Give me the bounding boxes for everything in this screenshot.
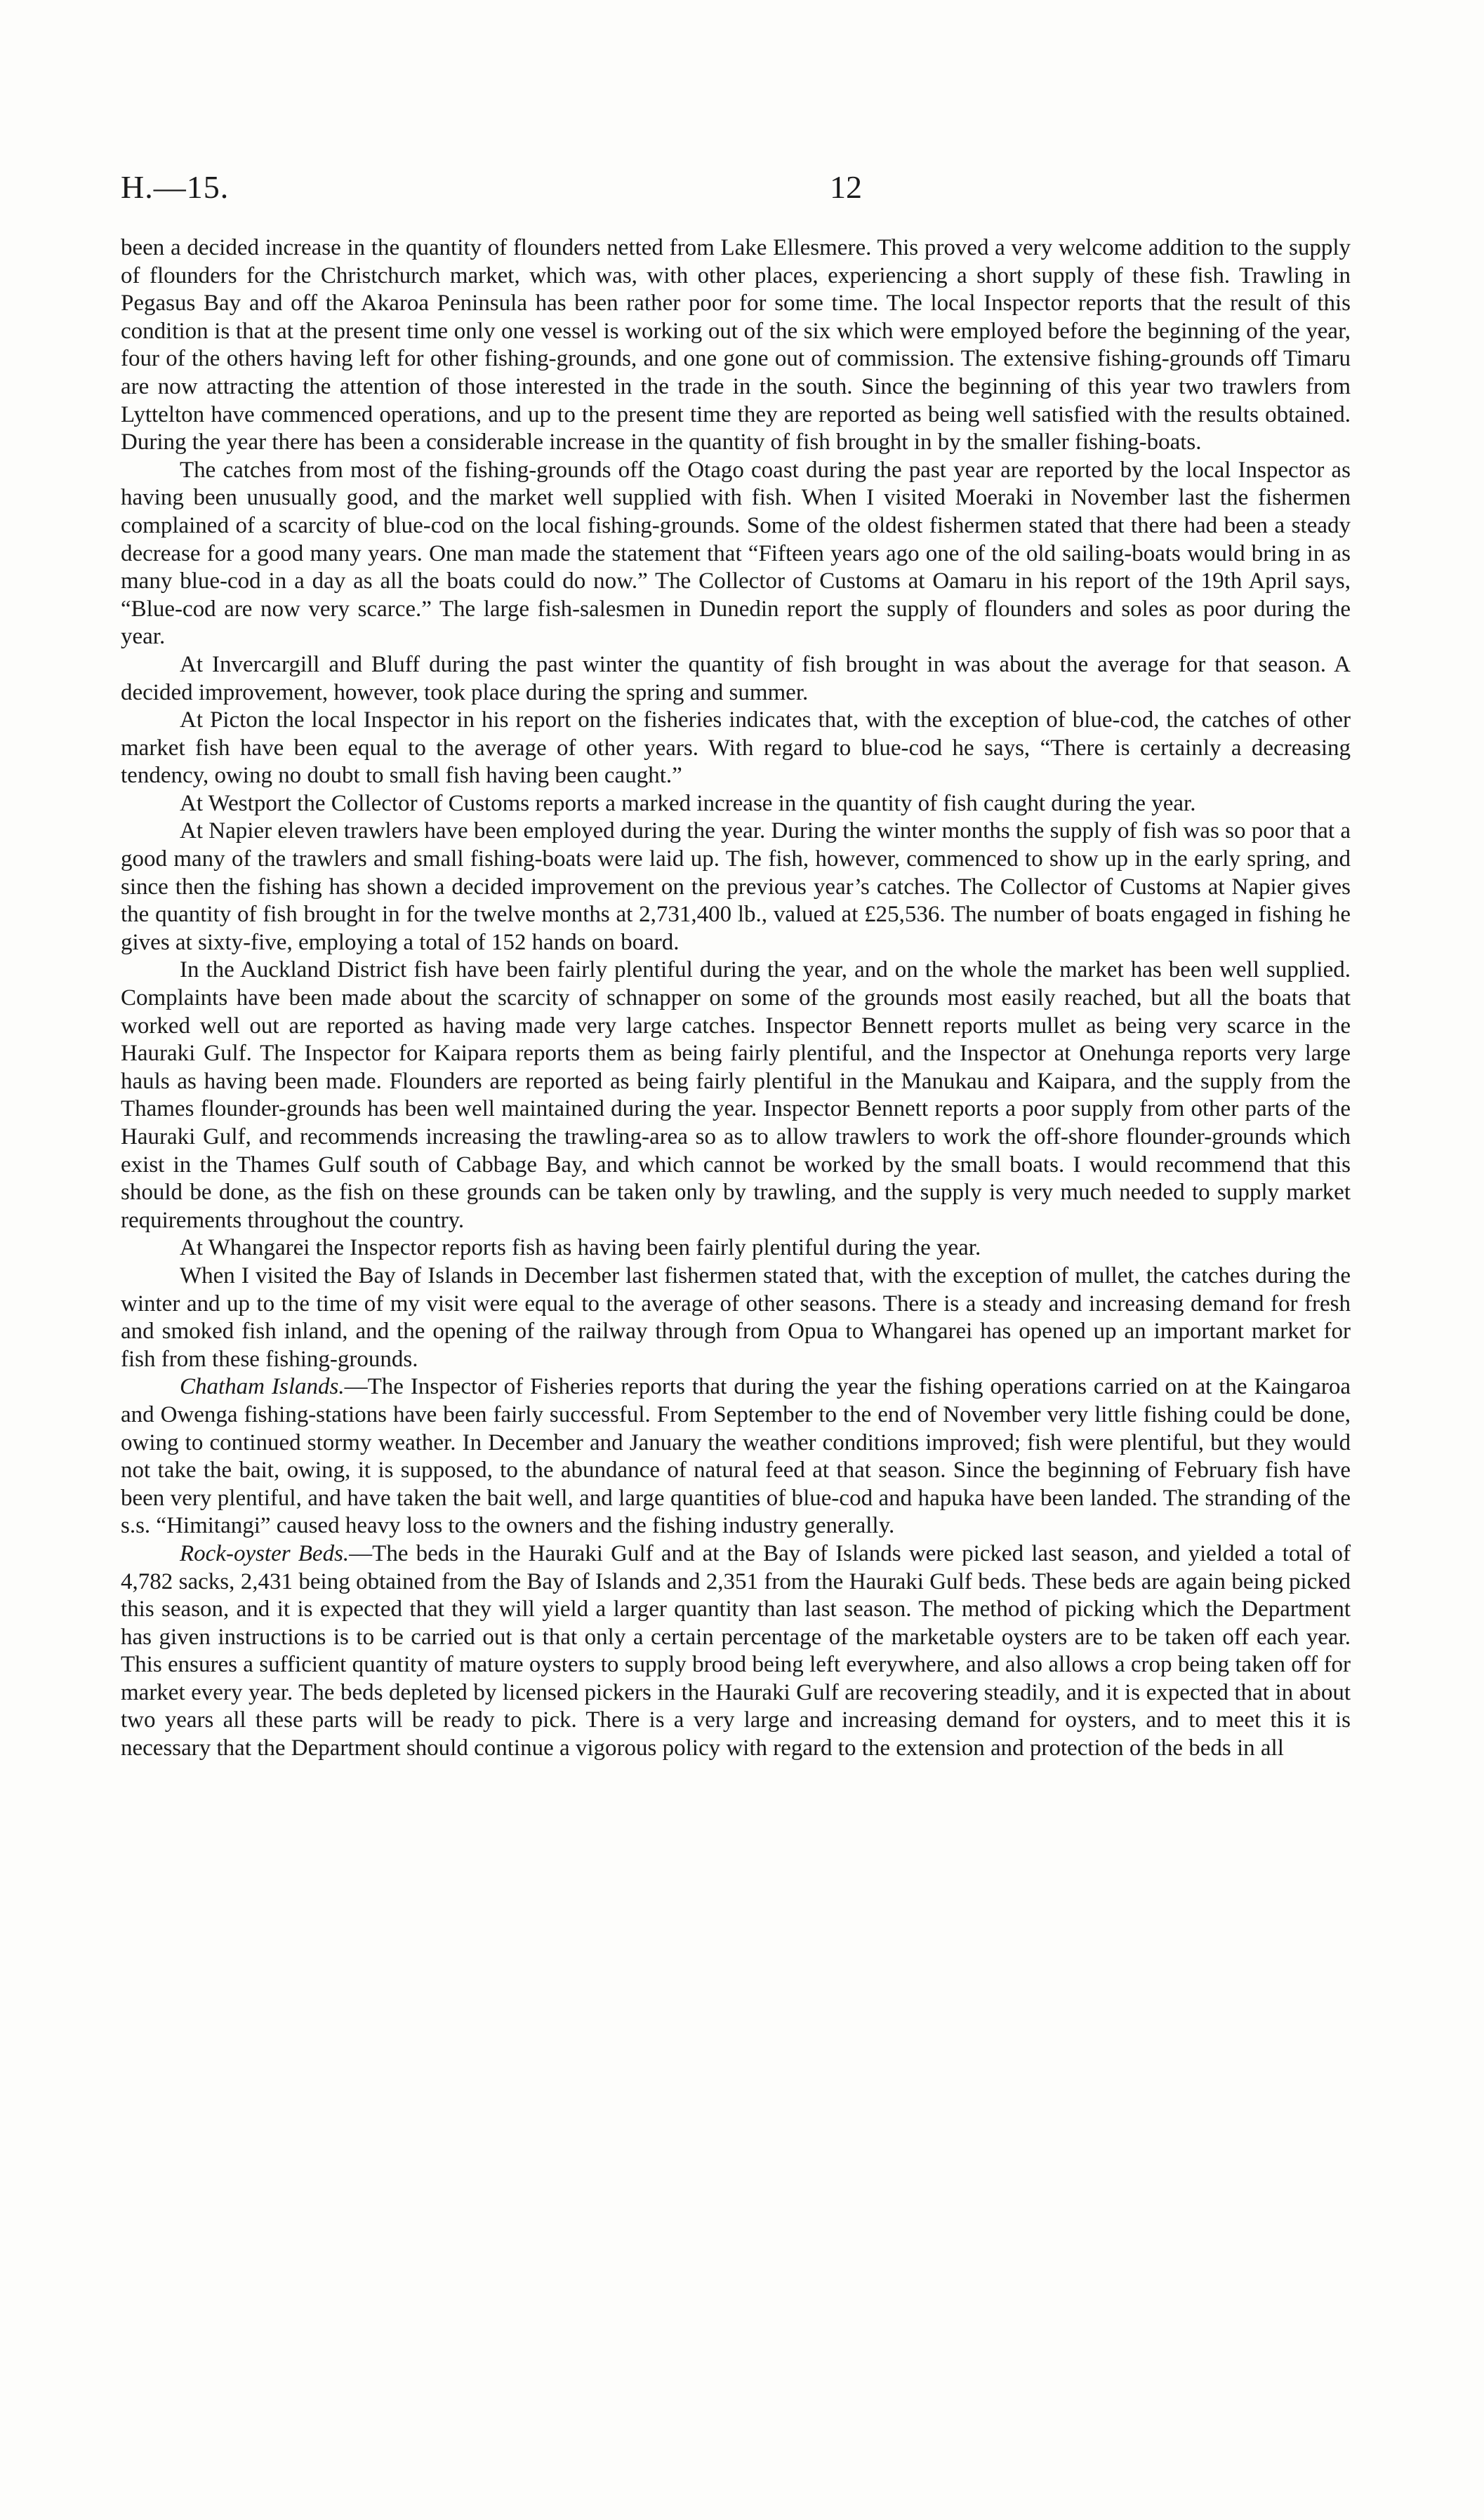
paragraph-text: At Whangarei the Inspector reports fish as having been fairly plentiful during the year. xyxy=(180,1235,981,1261)
paragraph-5 xyxy=(121,790,1351,818)
page-number: 12 xyxy=(830,169,862,205)
paragraph-text: The catches from most of the fishing-grounds off the Otago coast during the past year are reported by the local Inspector as having been unusually good, and the market well supplied with fish. When I visited Moeraki in November last the fishermen complained of a scarcity of blue-cod on the local fishing-grounds. Some of the oldest fishermen stated that there had been a steady decrease for a good many years. One man made the statement that “Fifteen years ago one of the old sailing-boats would bring in as many blue-cod in a day as all the boats could do now.” The Collector of Customs at Oamaru in his report of the 19th April says, “Blue-cod are now very scarce.” The large fish-salesmen in Dunedin report the supply of flounders and soles as poor during the year. xyxy=(121,457,1351,650)
paragraph-text: When I visited the Bay of Islands in December last fishermen stated that, with the exception of mullet, the catches during the winter and up to the time of my visit were equal to the average of other seasons. There is a steady and increasing demand for fresh and smoked fish inland, and the opening of the railway through from Opua to Whangarei has opened up an important market for fish from these fishing-grounds. xyxy=(121,1262,1351,1372)
paragraph-3 xyxy=(121,651,1351,707)
paragraph-7 xyxy=(121,956,1351,1234)
report-reference: H.—15. xyxy=(121,169,230,205)
paragraph-text: At Napier eleven trawlers have been employed during the year. During the winter months the supply of fish was so poor that a good many of the trawlers and small fishing-boats were laid up. The fish, however, commenced to show up in the early spring, and since then the fishing has shown a decided improvement on the previous year’s catches. The Collector of Customs at Napier gives the quantity of fish brought in for the twelve months at 2,731,400 lb., valued at £25,536. The number of boats engaged in fishing he gives at sixty-five, employing a total of 152 hands on board. xyxy=(121,818,1351,955)
paragraph-text: —The Inspector of Fisheries reports that during the year the fishing operations carried on at the Kaingaroa and Owenga fishing-stations have been fairly successful. From September to the end of November very little fishing could be done, owing to continued stormy weather. In December and January the weather conditions improved; fish were plentiful, but they would not take the bait, owing, it is supposed, to the abundance of natural feed at that season. Since the beginning of February fish have been very plentiful, and have taken the bait well, and large quantities of blue-cod and hapuka have been landed. The stranding of the s.s. “Himitangi” caused heavy loss to the owners and the fishing industry generally. xyxy=(121,1374,1351,1539)
paragraph-text: At Westport the Collector of Customs reports a marked increase in the quantity of fish caught during the year. xyxy=(180,790,1196,816)
paragraph-4 xyxy=(121,707,1351,790)
section-heading: Rock-oyster Beds. xyxy=(180,1540,350,1566)
paragraph-text: been a decided increase in the quantity of flounders netted from Lake Ellesmere. This proved a very welcome addition to the supply of flounders for the Christchurch market, which was, with other places, experiencing a short supply of these fish. Trawling in Pegasus Bay and off the Akaroa Peninsula has been rather poor for some time. The local Inspector reports that the result of this condition is that at the present time only one vessel is working out of the six which were employed before the beginning of the year, four of the others having left for other fishing-grounds, and one gone out of commission. The extensive fishing-grounds off Timaru are now attracting the attention of those interested in the trade in the south. Since the beginning of this year two trawlers from Lyttelton have commenced operations, and up to the present time they are reported as being well satisfied with the results obtained. During the year there has been a considerable increase in the quantity of fish brought in by the smaller fishing-boats. xyxy=(121,235,1351,455)
paragraph-rock-oyster-beds xyxy=(121,1540,1351,1763)
paragraph-text: In the Auckland District fish have been fairly plentiful during the year, and on the whole the market has been well supplied. Complaints have been made about the scarcity of schnapper on some of the grounds most easily reached, but all the boats that worked well out are reported as having made very large catches. Inspector Bennett reports mullet as being very scarce in the Hauraki Gulf. The Inspector for Kaipara reports them as being fairly plentiful, and the Inspector at Onehunga reports very large hauls as having been made. Flounders are reported as being fairly plentiful in the Manukau and Kaipara, and the supply from the Thames flounder-grounds has been well maintained during the year. Inspector Bennett reports a poor supply from other parts of the Hauraki Gulf, and recommends increasing the trawling-area so as to allow trawlers to work the off-shore flounder-grounds which exist in the Thames Gulf south of Cabbage Bay, and which cannot be worked by the small boats. I would recommend that this should be done, as the fish on these grounds can be taken only by trawling, and the supply is very much needed to supply market requirements throughout the country. xyxy=(121,957,1351,1233)
paragraph-chatham-islands xyxy=(121,1373,1351,1540)
paragraph-text: At Picton the local Inspector in his report on the fisheries indicates that, with the exception of blue-cod, the catches of other market fish have been equal to the average of other years. With regard to blue-cod he says, “There is certainly a decreasing tendency, owing no doubt to small fish having been caught.” xyxy=(121,707,1351,789)
paragraph-1 xyxy=(121,234,1351,457)
paragraph-6 xyxy=(121,818,1351,956)
paragraph-8 xyxy=(121,1234,1351,1262)
paragraph-9 xyxy=(121,1262,1351,1373)
body-text xyxy=(121,234,1351,1763)
paragraph-text: At Invercargill and Bluff during the past winter the quantity of fish brought in was about the average for that season. A decided improvement, however, took place during the spring and summer. xyxy=(121,651,1351,705)
section-heading: Chatham Islands. xyxy=(180,1374,345,1400)
paragraph-text: —The beds in the Hauraki Gulf and at the Bay of Islands were picked last season, and yielded a total of 4,782 sacks, 2,431 being obtained from the Bay of Islands and 2,351 from the Hauraki Gulf beds. These beds are again being picked this season, and it is expected that they will yield a larger quantity than last season. The method of picking which the Department has given instructions is to be carried out is that only a certain percentage of the marketable oysters are to be taken off each year. This ensures a sufficient quantity of mature oysters to supply brood being left everywhere, and also allows a crop being taken off for market every year. The beds depleted by licensed pickers in the Hauraki Gulf are recovering steadily, and it is expected that in about two years all these parts will be ready to pick. There is a very large and increasing demand for oysters, and to meet this it is necessary that the Department should continue a vigorous policy with regard to the extension and protection of the beds in all xyxy=(121,1540,1351,1761)
paragraph-2 xyxy=(121,457,1351,651)
page-header xyxy=(121,168,1356,225)
